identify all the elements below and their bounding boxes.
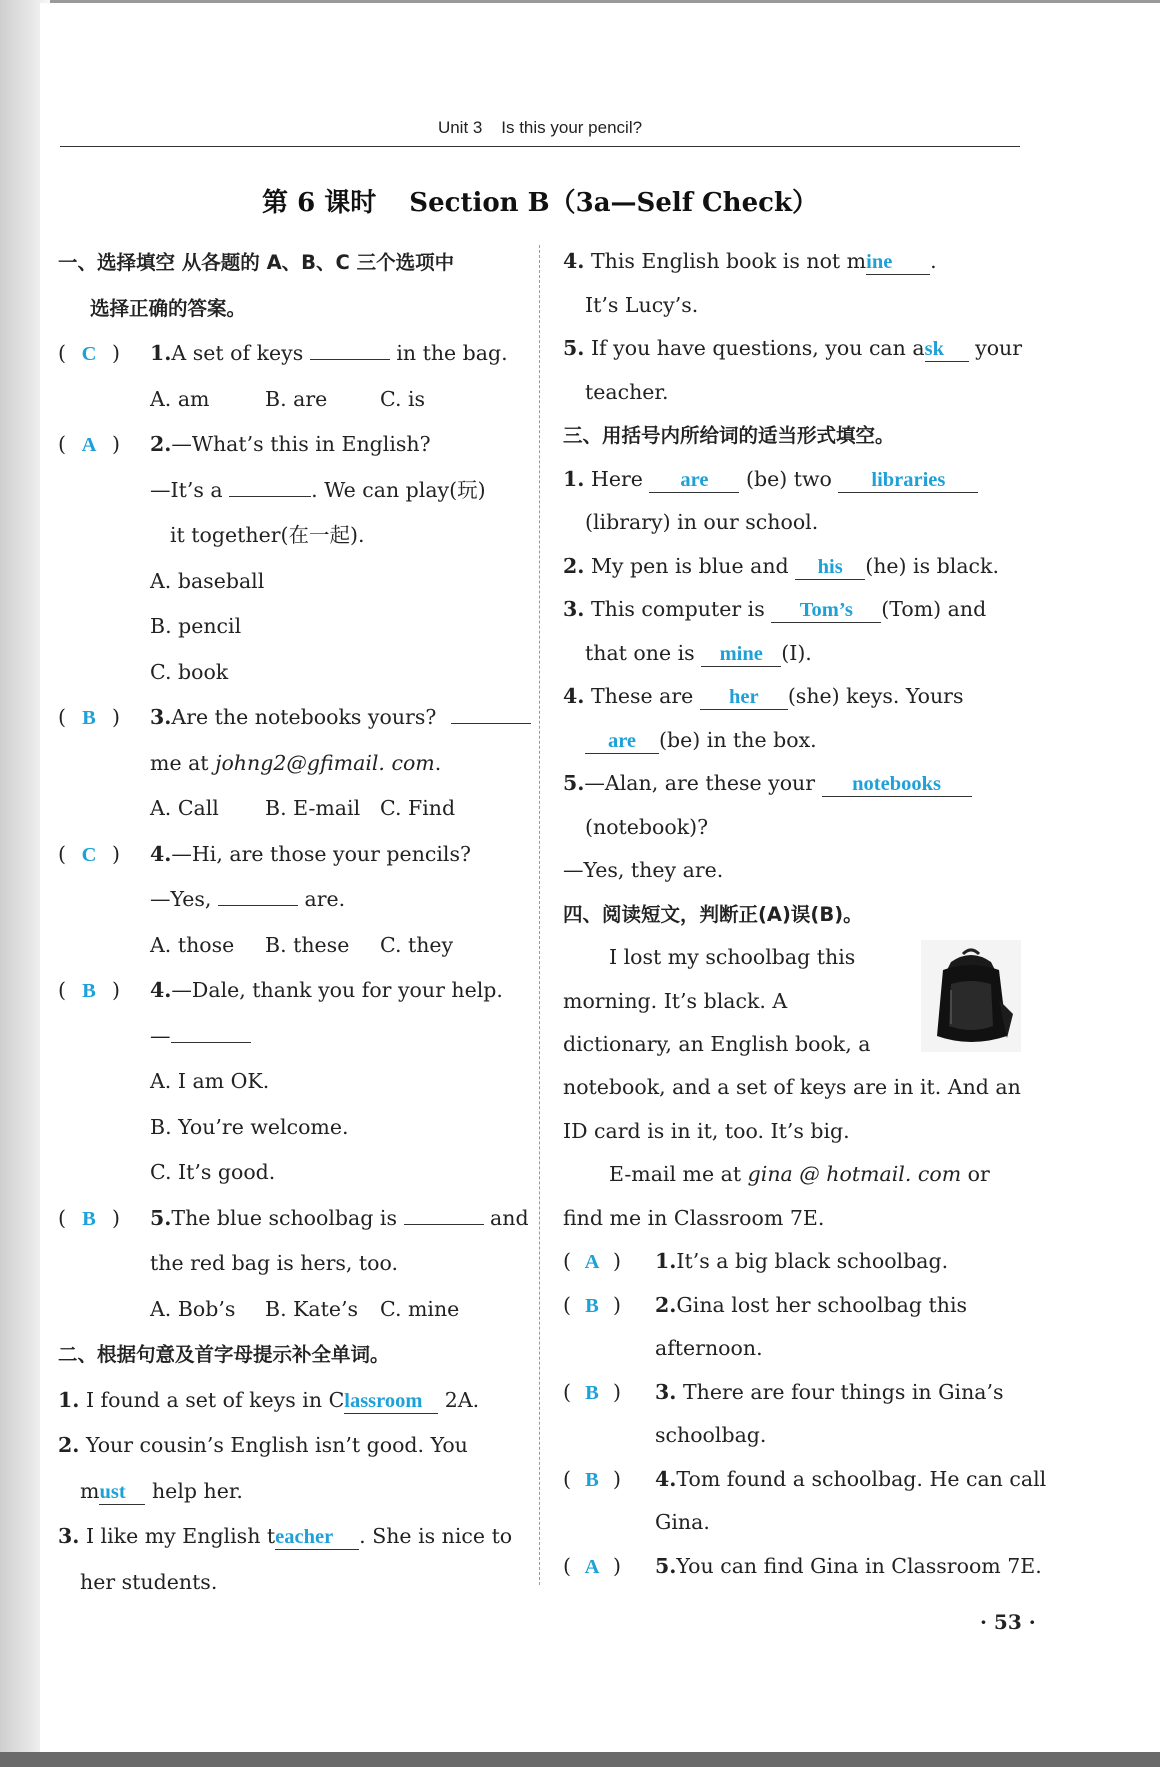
answer-text: libraries [871, 468, 946, 491]
bottom-edge [0, 1752, 1160, 1767]
passage-line: morning. It’s black. A [563, 988, 788, 1013]
lesson-label: 第 6 课时 [262, 188, 377, 218]
answer-blank [451, 701, 531, 724]
right-column [563, 240, 1047, 1588]
mc-question-4: ( C ) 4.—Hi, are those your pencils? [58, 832, 516, 878]
options-row: A. Bob’s B. Kate’s C. mine [150, 1296, 460, 1321]
page-number: · 53 · [980, 1610, 1036, 1634]
option: A. baseball [150, 568, 265, 593]
mc-question-1: ( C ) 1.A set of keys in the bag. [58, 331, 516, 377]
answer-blank [404, 1202, 484, 1225]
answer-mark: B [82, 707, 96, 729]
question-line: me at johng2@gfimail. com. [150, 750, 442, 775]
answer-text: notebooks [852, 773, 942, 795]
passage-line: E-mail me at gina @ hotmail. com or [609, 1162, 990, 1186]
answer-mark: B [82, 1207, 96, 1230]
column-divider [539, 245, 540, 1585]
answer-blank [218, 883, 298, 906]
answer-text: are [680, 468, 709, 491]
options-row: A. am B. are C. is [150, 386, 426, 411]
question-line: her students. [80, 1569, 218, 1594]
question-line: (library) in our school. [585, 510, 819, 534]
option: C. It’s good. [150, 1160, 276, 1184]
word-question-1: 1. I found a set of keys in Classroom 2A. [58, 1387, 480, 1412]
answer-mark: B [82, 980, 96, 1002]
answer-text: ust [99, 1480, 126, 1503]
answer-mark: A [584, 1251, 600, 1273]
question-line: it together(在一起). [170, 523, 365, 547]
part3-heading: 三、用括号内所给词的适当形式填空。 [563, 424, 895, 447]
option: A. I am OK. [150, 1069, 270, 1093]
answer-mark: B [585, 1468, 599, 1491]
question-line: — [58, 1014, 516, 1060]
question-line: Gina. [655, 1510, 710, 1534]
part4-heading: 四、阅读短文，判断正(A)误(B)。 [563, 902, 863, 926]
answer-blank [171, 1020, 251, 1043]
question-line: teacher. [585, 379, 669, 404]
answer-text: lassroom [344, 1389, 423, 1412]
answer-blank [310, 337, 390, 360]
word-question-3: 3. I like my English teacher . She is nice to [58, 1524, 513, 1548]
options-row: A. those B. these C. they [150, 932, 454, 957]
schoolbag-image [921, 940, 1021, 1052]
word-question-2: 2. Your cousin’s English isn’t good. You [58, 1433, 468, 1457]
form-question-4: 4. These are her (she) keys. Yours [563, 684, 964, 708]
passage-line: dictionary, an English book, a [563, 1032, 871, 1056]
question-line: the red bag is hers, too. [150, 1251, 399, 1275]
question-line: —It’s a . We can play(玩) [58, 468, 516, 514]
answer-text: his [817, 555, 843, 578]
question-line: afternoon. [655, 1336, 763, 1360]
part1-heading: 一、选择填空 从各题的 A、B、C 三个选项中 [58, 251, 455, 274]
tf-question-1: ( A ) 1.It’s a big black schoolbag. [563, 1240, 1021, 1284]
page-title [60, 182, 1020, 219]
answer-mark: C [81, 843, 97, 866]
form-question-1: 1. Here are (be) two libraries [563, 458, 1021, 502]
answer-mark: B [585, 1381, 599, 1404]
option: B. You’re welcome. [150, 1114, 349, 1139]
part2-heading: 二、根据句意及首字母提示补全单词。 [58, 1343, 390, 1366]
options-row: A. Call B. E-mail C. Find [150, 796, 456, 820]
answer-mark: A [584, 1555, 600, 1578]
option: B. pencil [150, 614, 242, 638]
mc-question-6: ( B ) 5.The blue schoolbag is and [58, 1196, 516, 1242]
running-header: Unit 3 Is this your pencil? [437, 118, 643, 137]
answer-text: her [729, 686, 759, 708]
reading-passage-top [563, 936, 1021, 1066]
word-question-4: 4. This English book is not mine . [563, 249, 937, 273]
part1-heading-cont: 选择正确的答案。 [90, 296, 247, 320]
question-line: must help her. [80, 1478, 243, 1503]
answer-text: mine [719, 642, 763, 665]
answer-mark: C [81, 343, 97, 365]
email-address: johng2@gfimail. com [215, 750, 435, 775]
answer-text: ine [866, 251, 893, 273]
question-line: that one is mine (I). [585, 640, 812, 665]
tf-question-3: ( B ) 3. There are four things in Gina’s [563, 1371, 1021, 1415]
answer-mark: A [81, 434, 97, 456]
form-question-2: 2. My pen is blue and his (he) is black. [563, 553, 999, 578]
mc-question-3: ( B ) 3.Are the notebooks yours? [58, 695, 516, 741]
tf-question-4: ( B ) 4.Tom found a schoolbag. He can call [563, 1458, 1021, 1502]
option: C. book [150, 659, 229, 684]
form-question-3: 3. This computer is Tom’s (Tom) and [563, 597, 987, 621]
answer-text: sk [924, 338, 944, 360]
section-label: Section B（3a—Self Check） [409, 188, 818, 218]
answer-text: eacher [275, 1526, 334, 1548]
email-address: gina @ hotmail. com [747, 1162, 962, 1186]
question-line: It’s Lucy’s. [585, 292, 699, 317]
answer-text: Tom’s [799, 599, 853, 621]
answer-blank [229, 474, 311, 497]
tf-question-5: ( A ) 5.You can find Gina in Classroom 7E. [563, 1545, 1021, 1589]
header-rule [60, 146, 1020, 147]
left-column [58, 240, 529, 1605]
mc-question-2: ( A ) 2.—What’s this in English? [58, 422, 516, 468]
question-line: —Yes, they are. [563, 858, 724, 882]
passage-line: find me in Classroom 7E. [563, 1205, 825, 1230]
tf-question-2: ( B ) 2.Gina lost her schoolbag this [563, 1284, 1021, 1328]
question-line: —Yes, are. [58, 877, 516, 923]
passage-line: notebook, and a set of keys are in it. And an [563, 1075, 1021, 1099]
passage-line: I lost my schoolbag this [609, 945, 856, 969]
answer-mark: B [585, 1294, 599, 1317]
mc-question-5: ( B ) 4.—Dale, thank you for your help. [58, 968, 516, 1014]
question-line: are (be) in the box. [563, 719, 1021, 763]
question-line: (notebook)? [585, 814, 709, 839]
form-question-5: 5.—Alan, are these your notebooks [563, 762, 1021, 806]
word-question-5: 5. If you have questions, you can ask your [563, 336, 1023, 360]
question-line: schoolbag. [655, 1423, 767, 1447]
answer-text: are [607, 729, 637, 752]
passage-line: ID card is in it, too. It’s big. [563, 1118, 850, 1143]
